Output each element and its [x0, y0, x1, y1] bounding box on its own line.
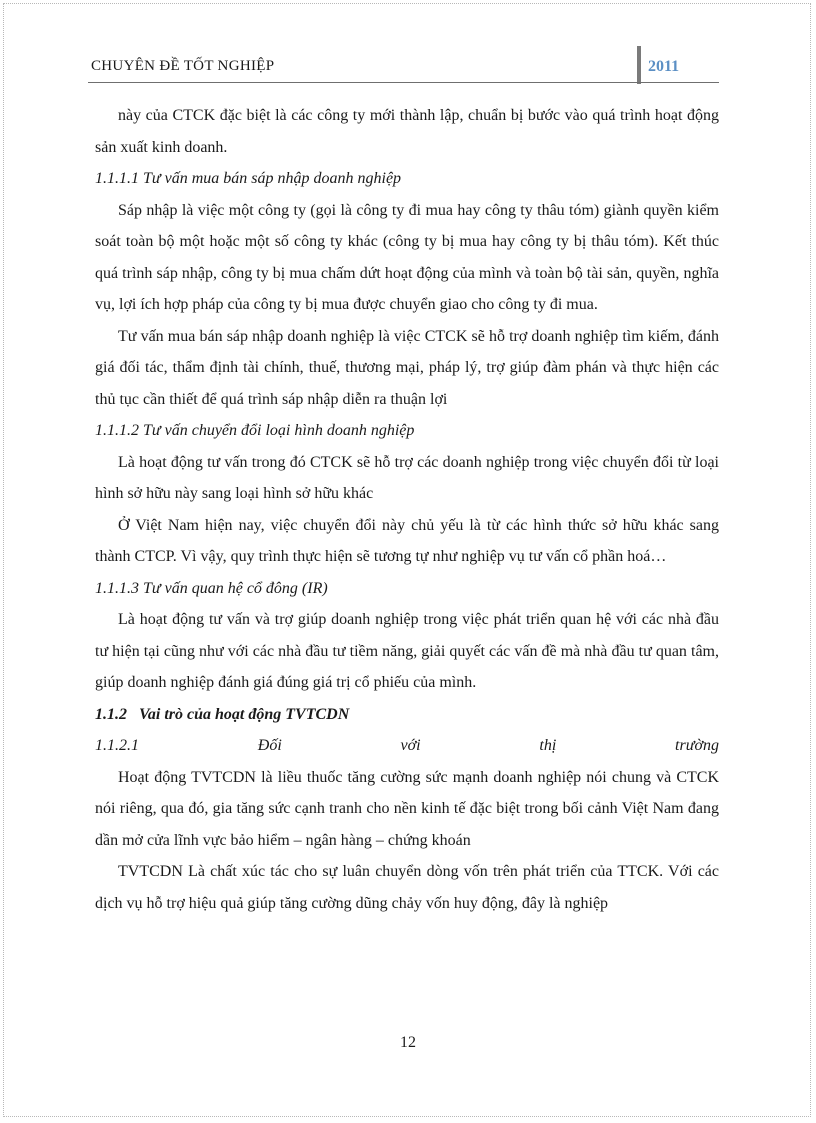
section-heading: 1.1.1.1 Tư vấn mua bán sáp nhập doanh nghiệp: [95, 170, 402, 187]
header-year: 2011: [648, 58, 680, 75]
section-heading: 1.1.1.2 Tư vấn chuyển đổi loại hình doanh nghiệp: [95, 422, 415, 439]
document-body: [95, 100, 719, 919]
section-heading: 1.1.2 Vai trò của hoạt động TVTCDN: [95, 705, 350, 723]
paragraph: Sáp nhập là việc một công ty (gọi là công ty đi mua hay công ty thâu tóm) giành quyền kiểm soát toàn bộ một hoặc một số công ty khác (công ty bị mua hay công ty bị thâu tóm). Kết thúc quá trình sáp nhập, công ty bị mua chấm dứt hoạt động của mình và toàn bộ tài sản, quyền, nghĩa vụ, lợi ích hợp pháp của công ty bị mua được chuyển giao cho công ty đi mua.: [95, 201, 719, 313]
section-heading: 1.1.2.1 Đối với thị trường: [95, 737, 719, 754]
header-title: CHUYÊN ĐỀ TỐT NGHIỆP: [91, 58, 275, 74]
paragraph: Tư vấn mua bán sáp nhập doanh nghiệp là việc CTCK sẽ hỗ trợ doanh nghiệp tìm kiếm, đánh giá đối tác, thẩm định tài chính, thuế, thương mại, pháp lý, trợ giúp đàm phán và thực hiện các thủ tục cần thiết để quá trình sáp nhập diễn ra thuận lợi: [95, 327, 719, 408]
paragraph: Là hoạt động tư vấn và trợ giúp doanh nghiệp trong việc phát triển quan hệ với các nhà đầu tư hiện tại cũng như với các nhà đầu tư tiềm năng, giải quyết các vấn đề mà nhà đầu tư quan tâm, giúp doanh nghiệp đánh giá đúng giá trị cổ phiếu của mình.: [95, 611, 719, 691]
paragraph: TVTCDN Là chất xúc tác cho sự luân chuyển dòng vốn trên phát triển của TTCK. Với các dịch vụ hỗ trợ hiệu quả giúp tăng cường dũng chảy vốn huy động, đây là nghiệp: [95, 863, 719, 912]
paragraph: Là hoạt động tư vấn trong đó CTCK sẽ hỗ trợ các doanh nghiệp trong việc chuyển đổi từ loại hình sở hữu này sang loại hình sở hữu khác: [95, 453, 719, 502]
paragraph: Ở Việt Nam hiện nay, việc chuyển đổi này chủ yếu là từ các hình thức sở hữu khác sang thành CTCP. Vì vậy, quy trình thực hiện sẽ tương tự như nghiệp vụ tư vấn cổ phần hoá…: [95, 516, 719, 565]
paragraph: Hoạt động TVTCDN là liều thuốc tăng cường sức mạnh doanh nghiệp nói chung và CTCK nói riêng, qua đó, gia tăng sức cạnh tranh cho nền kinh tế đặc biệt trong bối cảnh Việt Nam đang dần mở cửa lĩnh vực bảo hiểm – ngân hàng – chứng khoán: [95, 768, 719, 849]
header-rule: [88, 82, 719, 83]
paragraph: này của CTCK đặc biệt là các công ty mới thành lập, chuẩn bị bước vào quá trình hoạt động sản xuất kinh doanh.: [95, 107, 719, 156]
page-number: 12: [400, 1034, 416, 1051]
section-heading: 1.1.1.3 Tư vấn quan hệ cổ đông (IR): [95, 579, 328, 597]
page-header: [0, 0, 816, 90]
header-divider: [637, 46, 641, 84]
